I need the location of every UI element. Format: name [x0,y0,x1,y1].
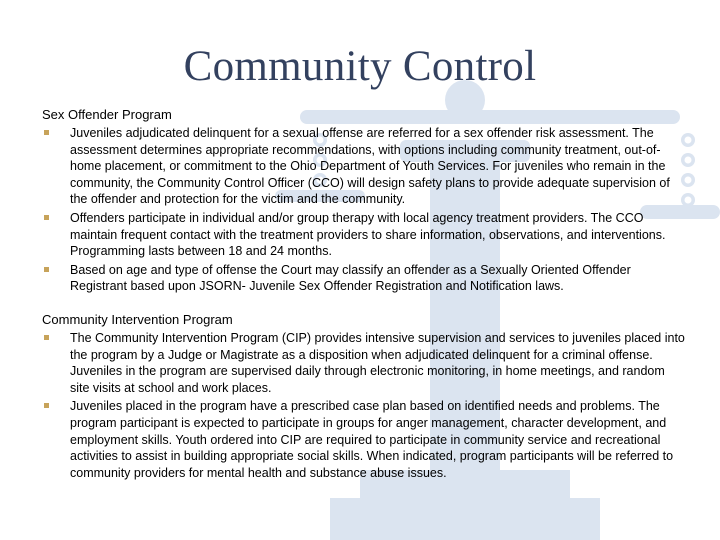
bullet-text: The Community Intervention Program (CIP) provides intensive supervision and services to juveniles placed into the program by a Judge or Magistrate as a disposition when adjudicated delinquent for a criminal offense. Juveniles in the program are supervised daily through electronic monitoring, in home meetings, and random site visits at school and work places. [70,330,685,395]
bullet-text: Based on age and type of offense the Court may classify an offender as a Sexually Oriented Offender Registrant based upon JSORN- Juvenile Sex Offender Registration and Notification laws. [70,262,631,294]
section-community-intervention-program [42,311,687,481]
square-bullet-icon [44,130,49,135]
bullet-item [42,210,687,260]
square-bullet-icon [44,335,49,340]
square-bullet-icon [44,215,49,220]
section-sex-offender-program [42,106,687,295]
bullet-list [42,330,687,481]
section-heading: Sex Offender Program [42,107,172,122]
bullet-text: Juveniles placed in the program have a prescribed case plan based on identified needs and problems. The program participant is expected to participate in groups for anger management, character development, and employment skills. Youth ordered into CIP are required to participate in community service and recreational activities to assist in building appropriate social skills. When indicated, program participants will be referred to community providers for mental health and substance abuse issues. [70,399,674,480]
slide-title: Community Control [183,43,537,90]
slide-content [42,106,687,483]
bullet-list [42,125,687,295]
bullet-text: Offenders participate in individual and/or group therapy with local agency treatment providers. The CCO maintain frequent contact with the treatment providers to share information, observations, and interventions. Programming lasts between 18 and 24 months. [70,210,666,259]
bullet-item [42,125,687,208]
bullet-item [42,398,687,481]
section-heading: Community Intervention Program [42,311,233,327]
bullet-item [42,262,687,295]
bullet-item [42,330,687,396]
square-bullet-icon [44,267,49,272]
square-bullet-icon [44,403,49,408]
bullet-text: Juveniles adjudicated delinquent for a sexual offense are referred for a sex offender risk assessment. The assessment determines appropriate recommendations, with options including community treatment, out-of-home placement, or commitment to the Ohio Department of Youth Services. For juveniles who remain in the community, the Community Control Officer (CCO) will design safety plans to provide adequate supervision of the offender and protection for the victim and the community. [70,126,670,207]
